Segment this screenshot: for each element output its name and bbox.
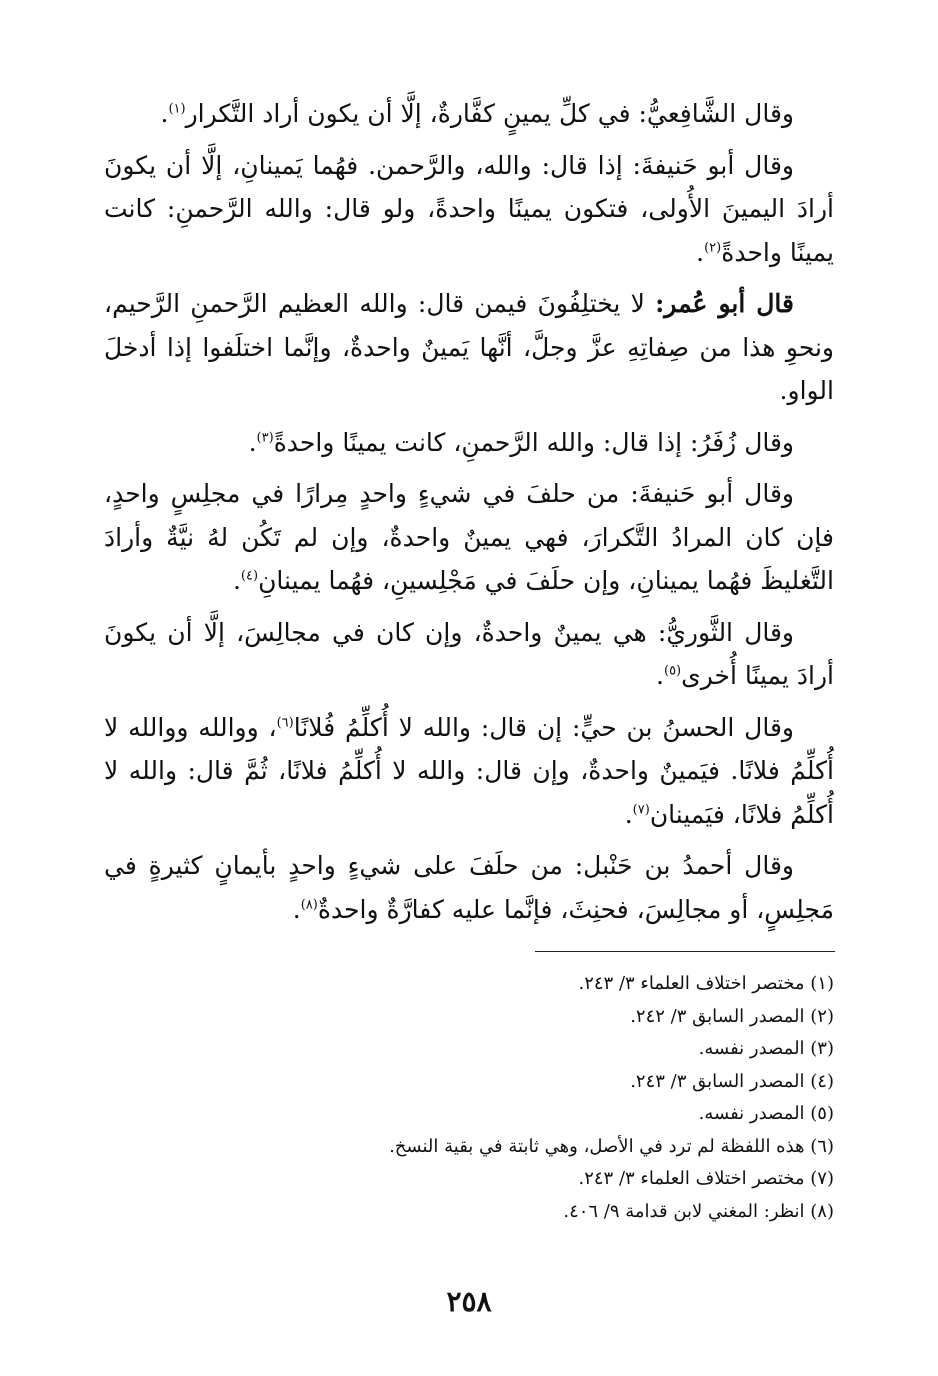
footnotes-list	[104, 968, 834, 1228]
paragraph-8	[104, 844, 834, 931]
footnote-ref: (٢)	[704, 240, 722, 256]
paragraph-text: وقال الثَّوريُّ: هي يمينٌ واحدةٌ، وإن كان في مجالِسَ، إلَّا أن يكونَ أرادَ يمينًا أُخرى	[104, 617, 834, 690]
paragraph-2	[104, 144, 834, 275]
paragraph-tail: .	[292, 894, 301, 924]
footnote-7: (٧) مختصر اختلاف العلماء ٣/ ٢٤٣.	[578, 1168, 834, 1189]
footnote-3: (٣) المصدر نفسه.	[698, 1038, 834, 1059]
paragraph-tail: .	[232, 566, 241, 595]
main-text	[104, 92, 834, 939]
footnote-ref: (٨)	[300, 897, 318, 913]
paragraph-tail: ، ووالله ووالله لا أُكلِّمُ فلانًا. فيَمينٌ واحدةٌ، وإن قال: والله لا أُكلِّمُ فلانًا، ثُمَّ قال: والله لا أُكلِّمُ فلانًا، فيَمينان	[104, 712, 834, 829]
footnote-ref: (١)	[168, 101, 186, 117]
paragraph-6	[104, 611, 834, 698]
paragraph-text: وقال أحمدُ بن حَنْبل: من حلَفَ على شيءٍ واحدٍ بأيمانٍ كثيرةٍ في مَجلِسٍ، أو مجالِسَ، فحنِثَ، فإنَّما عليه كفارَّةٌ واحدةٌ	[104, 851, 834, 924]
footnote-ref: (٣)	[256, 430, 274, 446]
footnote-8: (٨) انظر: المغني لابن قدامة ٩/ ٤٠٦.	[563, 1200, 834, 1222]
paragraph-text: وقال الحسنُ بن حيٍّ: إن قال: والله لا أُكلِّمُ فُلانًا	[293, 712, 794, 742]
footnote-4: (٤) المصدر السابق ٣/ ٢٤٣.	[630, 1070, 834, 1092]
paragraph-tail: .	[656, 661, 664, 690]
paragraph-text: وقال أبو حَنيفةَ: من حلفَ في شيءٍ واحدٍ مِرارًا في مجلِسٍ واحدٍ، فإن كان المرادُ التَّكرارَ، فهي يمينٌ واحدةٌ، وإن لم تَكُن لهُ نيَّةٌ وأرادَ التَّغليظَ فهُما يمينانِ، وإن حلَفَ في مَجْلِسينِ، فهُما يمينانِ	[104, 479, 834, 595]
footnote-ref: (٦)	[276, 715, 294, 731]
paragraph-tail: .	[624, 799, 633, 829]
paragraph-1	[104, 92, 834, 136]
footnote-2: (٢) المصدر السابق ٣/ ٢٤٢.	[630, 1005, 834, 1027]
paragraph-4	[104, 421, 834, 465]
footnote-5: (٥) المصدر نفسه.	[698, 1103, 834, 1124]
paragraph-text: وقال الشَّافِعيُّ: في كلِّ يمينٍ كفَّارةٌ، إلَّا أن يكون أراد التَّكرار	[185, 99, 794, 128]
paragraph-text: وقال زُفَرُ: إذا قال: والله الرَّحمنِ، كانت يمينًا واحدةً	[273, 427, 794, 457]
footnote-6: (٦) هذه اللفظة لم ترد في الأصل، وهي ثابتة في بقية النسخ.	[389, 1135, 834, 1157]
footnote-divider	[535, 951, 835, 952]
footnote-ref: (٥)	[663, 663, 682, 679]
paragraph-text: وقال أبو حَنيفةَ: إذا قال: والله، والرَّحمن. فهُما يَمينانِ، إلَّا أن يكونَ أرادَ اليمينَ الأُولى، فتكون يمينًا واحدةً، ولو قال: والله الرَّحمنِ: كانت يمينًا واحدةً	[104, 150, 834, 267]
footnote-ref: (٤)	[240, 568, 259, 584]
footnote-1: (١) مختصر اختلاف العلماء ٣/ ٢٤٣.	[578, 973, 834, 994]
paragraph-tail: .	[696, 237, 705, 267]
page-number: ٢٥٨	[446, 1285, 492, 1318]
footnote-ref: (٧)	[632, 802, 650, 818]
paragraph-tail: .	[248, 427, 257, 457]
paragraph-3	[104, 282, 834, 413]
paragraph-5	[104, 472, 834, 603]
paragraph-text: لا يختلِفُونَ فيمن قال: والله العظيم الرَّحمنِ الرَّحيم، ونحوِ هذا من صِفاتِهِ عزَّ وجلَّ، أنَّها يَمينٌ واحدةٌ، وإنَّما اختلَفوا إذا أدخلَ الواو.	[104, 289, 834, 405]
paragraph-tail: .	[160, 99, 169, 128]
paragraph-7	[104, 706, 834, 837]
paragraph-lead: قال أبو عُمر:	[655, 289, 794, 318]
